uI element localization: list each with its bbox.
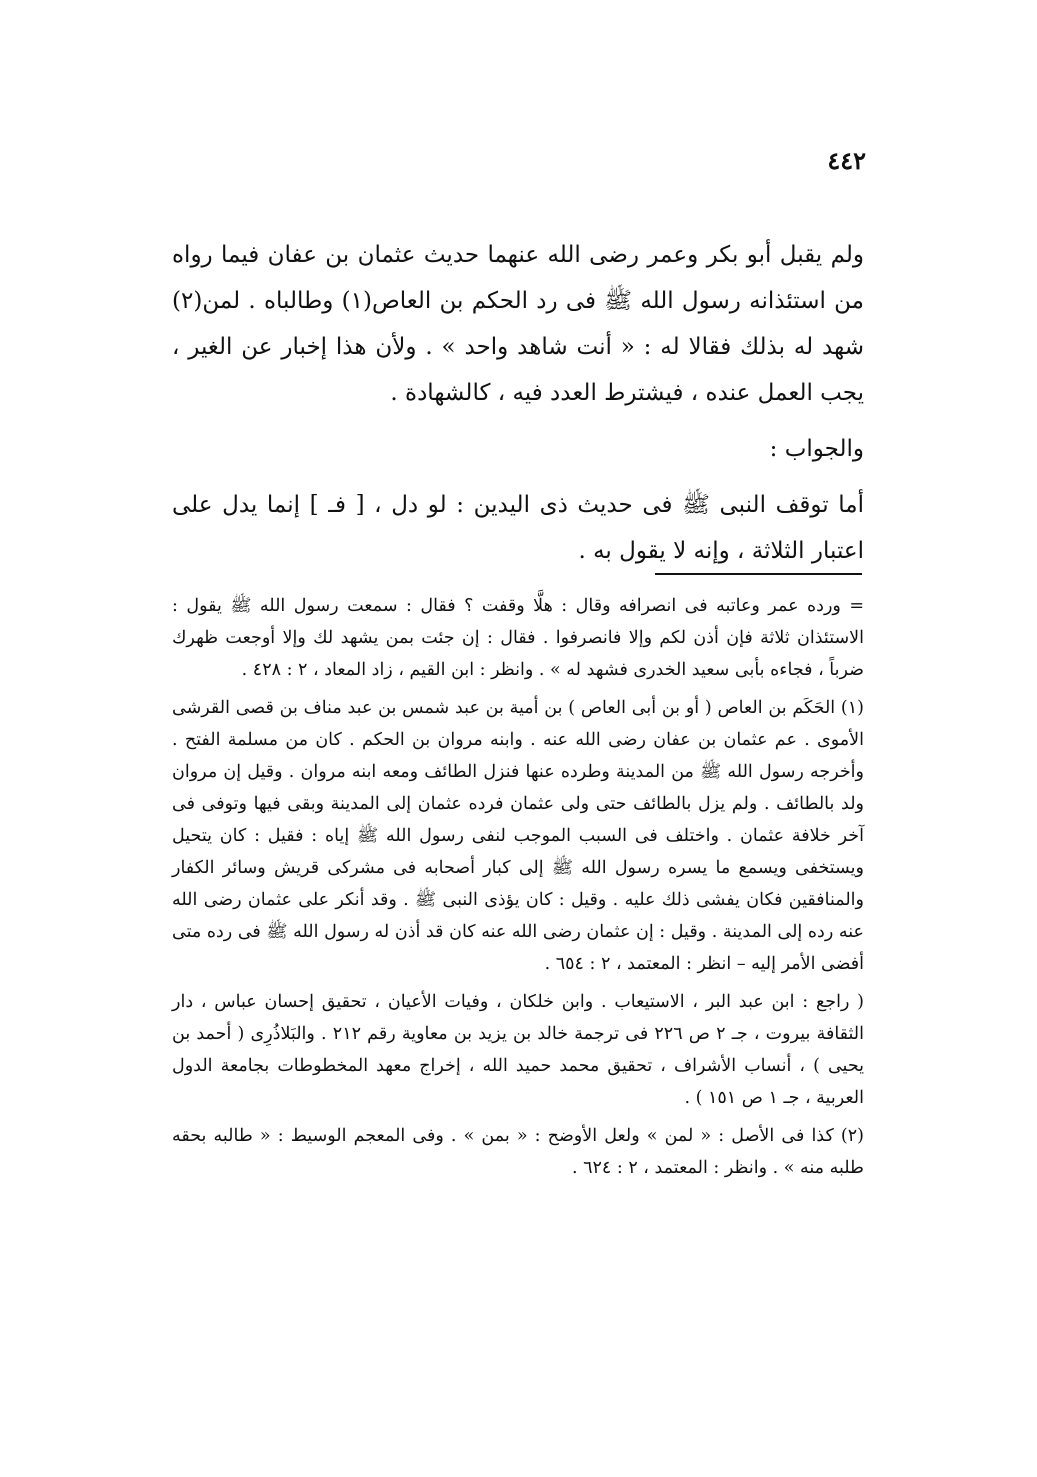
- answer-heading: والجواب :: [769, 436, 864, 462]
- footnotes: [172, 590, 864, 1184]
- footnote-1-references: ( راجع : ابن عبد البر ، الاستيعاب . وابن خلكان ، وفيات الأعيان ، تحقيق إحسان عباس ، دار الثقافة بيروت ، جـ ٢ ص ٢٢٦ فى ترجمة خالد بن يزيد بن معاوية رقم ٢١٢ . والبَلاذُرِى ( أحمد بن يحيى ) ، أنساب الأشراف ، تحقيق محمد حميد الله ، إخراج معهد المخطوطات بجامعة الدول العربية ، جـ ١ ص ١٥١ ) .: [172, 992, 864, 1108]
- main-paragraph: ولم يقبل أبو بكر وعمر رضى الله عنهما حديث عثمان بن عفان فيما رواه من استئذانه رسول الله ﷺ فى رد الحكم بن العاص(١) وطالباه . لمن(٢) شهد له بذلك فقالا له : « أنت شاهد واحد » . ولأن هذا إخبار عن الغير ، يجب العمل عنده ، فيشترط العدد فيه ، كالشهادة .: [172, 242, 864, 406]
- main-paragraph: أما توقف النبى ﷺ فى حديث ذى اليدين : لو دل ، [ فـ ] إنما يدل على اعتبار الثلاثة ، وإنه لا يقول به .: [172, 492, 864, 564]
- footnote-continuation: = ورده عمر وعاتبه فى انصرافه وقال : هلَّا وقفت ؟ فقال : سمعت رسول الله ﷺ يقول : الاستئذان ثلاثة فإن أذن لكم وإلا فانصرفوا . فقال : إن جئت بمن يشهد لك وإلا أوجعت ظهرك ضرباً ، فجاءه بأبى سعيد الخدرى فشهد له » . وانظر : ابن القيم ، زاد المعاد ، ٢ : ٤٢٨ .: [172, 596, 864, 680]
- footnote-separator: [655, 573, 862, 575]
- page-number: ٤٤٢: [827, 146, 866, 175]
- footnote-1: (١) الحَكَم بن العاص ( أو بن أبى العاص ) بن أمية بن عبد شمس بن عبد مناف بن قصى القرشى الأموى . عم عثمان بن عفان رضى الله عنه . وابنه مروان بن الحكم . كان من مسلمة الفتح . وأخرجه رسول الله ﷺ من المدينة وطرده عنها فنزل الطائف ومعه ابنه مروان . وقيل إن مروان ولد بالطائف . ولم يزل بالطائف حتى ولى عثمان فرده عثمان إلى المدينة وبقى فيها وتوفى فى آخر خلافة عثمان . واختلف فى السبب الموجب لنفى رسول الله ﷺ إياه : فقيل : كان يتحيل ويستخفى ويسمع ما يسره رسول الله ﷺ إلى كبار أصحابه فى مشركى قريش وسائر الكفار والمنافقين فكان يفشى ذلك عليه . وقيل : كان يؤذى النبى ﷺ . وقد أنكر على عثمان رضى الله عنه رده إلى المدينة . وقيل : إن عثمان رضى الله عنه كان قد أذن له رسول الله ﷺ فى رده متى أفضى الأمر إليه – انظر : المعتمد ، ٢ : ٦٥٤ .: [172, 698, 864, 974]
- main-text: [172, 232, 864, 574]
- footnote-2: (٢) كذا فى الأصل : « لمن » ولعل الأوضح : « بمن » . وفى المعجم الوسيط : « طالبه بحقه طلبه منه » . وانظر : المعتمد ، ٢ : ٦٢٤ .: [172, 1126, 864, 1178]
